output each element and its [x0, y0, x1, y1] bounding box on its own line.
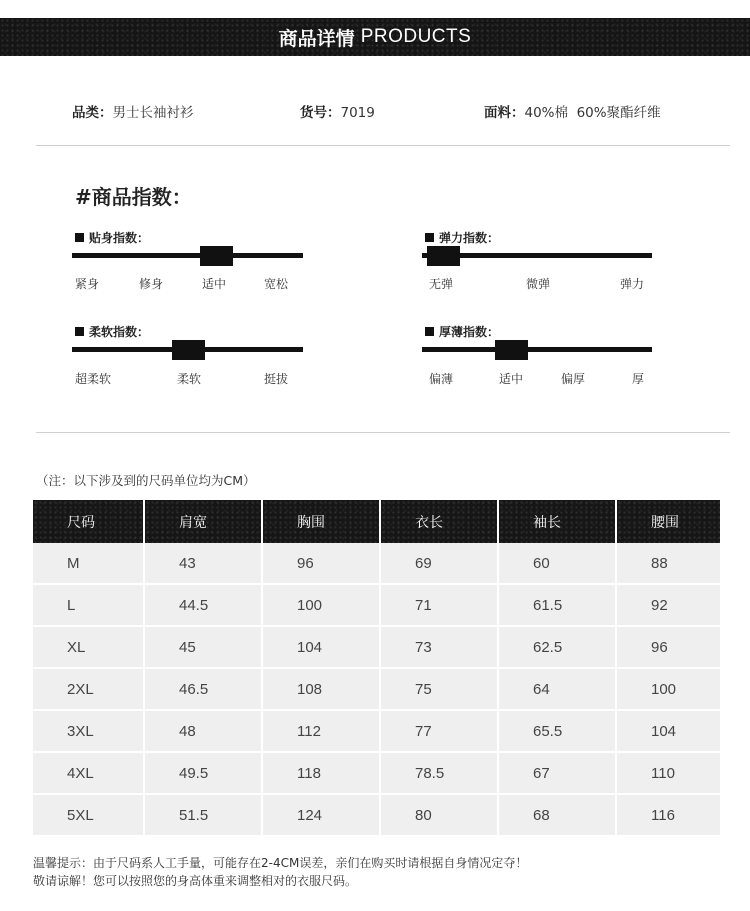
soft-option: 挺拔 [264, 372, 289, 386]
thickness-option: 偏薄 [429, 372, 454, 386]
table-cell: 69 [381, 543, 499, 585]
table-cell: 112 [263, 711, 381, 753]
fit-index-label [75, 229, 149, 246]
fabric-label: 面料： [484, 105, 525, 121]
table-cell: 4XL [33, 753, 145, 795]
table-cell: 62.5 [499, 627, 617, 669]
table-cell: 43 [145, 543, 263, 585]
table-cell: 71 [381, 585, 499, 627]
soft-option: 超柔软 [75, 372, 112, 386]
table-cell: 67 [499, 753, 617, 795]
table-cell: 5XL [33, 795, 145, 837]
table-cell: 46.5 [145, 669, 263, 711]
square-bullet-icon [75, 327, 84, 336]
table-cell: 48 [145, 711, 263, 753]
header-cell: 袖长 [499, 500, 617, 543]
table-row [33, 795, 720, 837]
header-banner [0, 18, 750, 56]
size-note: （注：以下涉及到的尺码单位均为CM） [36, 473, 256, 488]
thickness-index-text: 厚薄指数： [439, 325, 500, 339]
table-cell: 96 [263, 543, 381, 585]
table-cell: 75 [381, 669, 499, 711]
item-no-label: 货号： [300, 105, 341, 121]
table-row [33, 543, 720, 585]
header-title-en: PRODUCTS [360, 26, 472, 47]
elastic-index-marker [427, 246, 460, 266]
table-row [33, 753, 720, 795]
category-value: 男士长袖衬衫 [112, 105, 194, 121]
header-title-cn: 商品详情 [278, 27, 355, 50]
table-cell: 88 [617, 543, 720, 585]
thickness-option: 偏厚 [561, 372, 586, 386]
soft-index-marker [172, 340, 205, 360]
table-cell: L [33, 585, 145, 627]
category-label: 品类： [72, 105, 113, 121]
table-cell: 2XL [33, 669, 145, 711]
table-row [33, 627, 720, 669]
table-cell: M [33, 543, 145, 585]
table-cell: 61.5 [499, 585, 617, 627]
item-no-value: 7019 [340, 105, 375, 121]
table-cell: 80 [381, 795, 499, 837]
elastic-index-text: 弹力指数： [439, 231, 500, 245]
fit-option: 修身 [139, 277, 164, 291]
thickness-index-label [425, 323, 499, 340]
soft-index-label [75, 323, 149, 340]
table-cell: 65.5 [499, 711, 617, 753]
table-row [33, 585, 720, 627]
table-cell: 110 [617, 753, 720, 795]
table-cell: 118 [263, 753, 381, 795]
size-table [33, 500, 720, 837]
elastic-index-label [425, 229, 499, 246]
elastic-option: 微弹 [526, 277, 551, 291]
elastic-option: 无弹 [429, 277, 454, 291]
table-cell: 92 [617, 585, 720, 627]
square-bullet-icon [425, 327, 434, 336]
header-cell: 胸围 [263, 500, 381, 543]
indices-title: #商品指数： [75, 185, 192, 209]
table-row [33, 711, 720, 753]
thickness-option: 厚 [632, 372, 645, 386]
header-cell: 尺码 [33, 500, 145, 543]
fit-index-track [72, 253, 303, 258]
soft-index-text: 柔软指数： [89, 325, 150, 339]
table-cell: 73 [381, 627, 499, 669]
fit-option: 宽松 [264, 277, 289, 291]
table-cell: 60 [499, 543, 617, 585]
meta-category [72, 101, 194, 121]
table-cell: 68 [499, 795, 617, 837]
meta-item-no [300, 101, 375, 121]
table-cell: 116 [617, 795, 720, 837]
thickness-option: 适中 [499, 372, 524, 386]
divider-middle [36, 432, 730, 433]
table-cell: 104 [617, 711, 720, 753]
square-bullet-icon [75, 233, 84, 242]
fit-index-marker [200, 246, 233, 266]
fabric-value: 40%棉 60%聚酯纤维 [524, 105, 661, 121]
table-cell: 77 [381, 711, 499, 753]
fit-option: 适中 [202, 277, 227, 291]
footer-tip-line1: 温馨提示：由于尺码系人工手量，可能存在2-4CM误差，亲们在购买时请根据自身情况定夺！ [33, 856, 528, 870]
table-cell: 3XL [33, 711, 145, 753]
table-cell: 45 [145, 627, 263, 669]
table-cell: 78.5 [381, 753, 499, 795]
table-row [33, 669, 720, 711]
table-cell: 100 [617, 669, 720, 711]
header-cell: 腰围 [617, 500, 720, 543]
table-cell: 96 [617, 627, 720, 669]
table-cell: 44.5 [145, 585, 263, 627]
table-cell: 49.5 [145, 753, 263, 795]
square-bullet-icon [425, 233, 434, 242]
divider-top [36, 145, 730, 146]
header-cell: 肩宽 [145, 500, 263, 543]
size-table-header-row [33, 500, 720, 543]
thickness-index-track [422, 347, 652, 352]
table-cell: 108 [263, 669, 381, 711]
table-cell: 100 [263, 585, 381, 627]
soft-option: 柔软 [177, 372, 202, 386]
table-cell: 64 [499, 669, 617, 711]
fit-option: 紧身 [75, 277, 100, 291]
footer-tip-line2: 敬请谅解！您可以按照您的身高体重来调整相对的衣服尺码。 [33, 874, 358, 888]
table-cell: 104 [263, 627, 381, 669]
meta-fabric [484, 101, 661, 121]
fit-index-text: 贴身指数： [89, 231, 150, 245]
table-cell: 124 [263, 795, 381, 837]
thickness-index-marker [495, 340, 528, 360]
table-cell: 51.5 [145, 795, 263, 837]
table-cell: XL [33, 627, 145, 669]
header-cell: 衣长 [381, 500, 499, 543]
elastic-option: 弹力 [620, 277, 645, 291]
